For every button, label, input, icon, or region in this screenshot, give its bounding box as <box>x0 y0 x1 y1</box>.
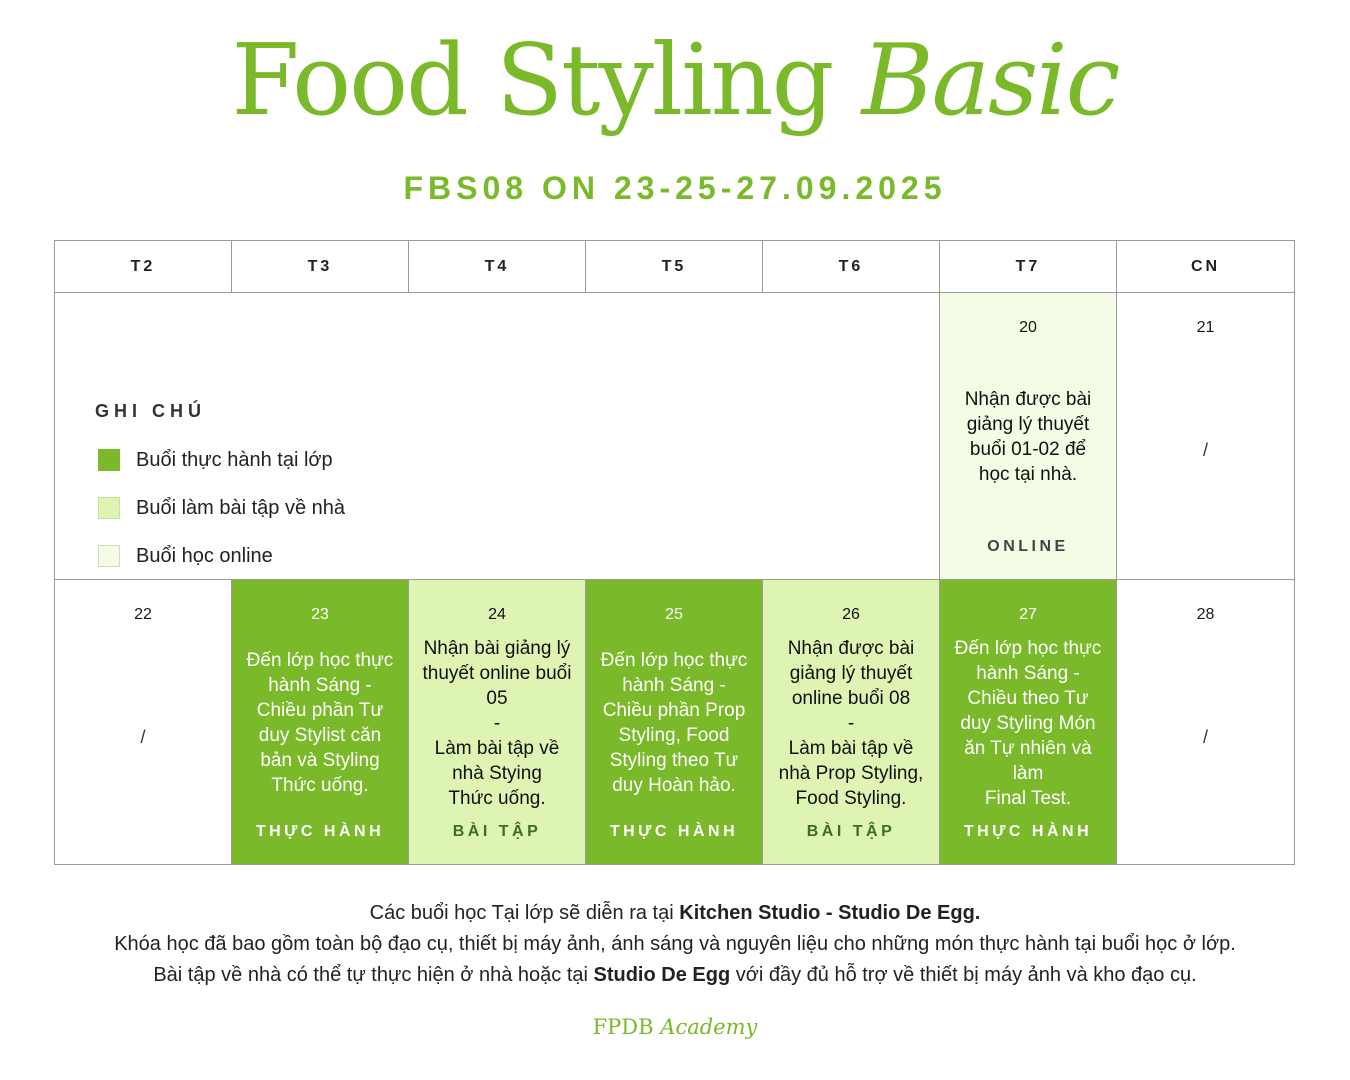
session-tag: BÀI TẬP <box>452 823 542 840</box>
footer-brand <box>0 1015 1350 1039</box>
weekday-header-cn: CN <box>1117 241 1295 293</box>
legend-item-homework <box>95 496 345 520</box>
legend-swatch-homework <box>98 497 120 519</box>
weekday-header-t2: T2 <box>55 241 232 293</box>
day-number: 21 <box>1196 319 1215 336</box>
note-text: Các buổi học Tại lớp sẽ diễn ra tại <box>369 902 680 924</box>
day-cell-25 <box>586 580 763 865</box>
notes <box>0 898 1350 991</box>
day-number: 24 <box>488 606 506 623</box>
weekday-header-t6: T6 <box>763 241 940 293</box>
legend-label-online: Buổi học online <box>136 544 273 567</box>
schedule-grid <box>54 240 1295 865</box>
day-cell-21 <box>1117 293 1295 580</box>
session-tag: BÀI TẬP <box>806 823 896 840</box>
day-number: 25 <box>665 606 683 623</box>
empty-slash: / <box>140 727 146 747</box>
title-italic: Basic <box>861 24 1119 138</box>
day-number: 28 <box>1196 606 1215 623</box>
weekday-header-t5: T5 <box>586 241 763 293</box>
page-title <box>0 24 1350 138</box>
legend-area <box>55 293 940 580</box>
note-line-1 <box>0 898 1350 929</box>
empty-slash: / <box>1202 727 1208 747</box>
legend-label-homework: Buổi làm bài tập về nhà <box>136 496 346 519</box>
day-description: Nhận được bài giảng lý thuyết online buổi 08 - Làm bài tập về nhà Prop Styling, Food Styling. <box>778 638 924 809</box>
day-description: Đến lớp học thực hành Sáng - Chiều phần Tư duy Stylist căn bản và Styling Thức uống. <box>246 650 394 796</box>
day-cell-26 <box>763 580 940 865</box>
note-text: với đầy đủ hỗ trợ về thiết bị máy ảnh và kho đạo cụ. <box>730 964 1197 986</box>
session-tag: THỰC HÀNH <box>255 823 385 840</box>
note-studio: Studio De Egg <box>593 964 731 986</box>
day-number: 27 <box>1019 606 1037 623</box>
day-description: Đến lớp học thực hành Sáng - Chiều phần Prop Styling, Food Styling theo Tư duy Hoàn hảo. <box>600 650 748 796</box>
day-cell-20 <box>940 293 1117 580</box>
session-tag: THỰC HÀNH <box>963 823 1093 840</box>
legend-item-online <box>95 544 345 568</box>
session-tag: THỰC HÀNH <box>609 823 739 840</box>
day-description: Nhận bài giảng lý thuyết online buổi 05 - Làm bài tập về nhà Stying Thức uống. <box>422 638 572 809</box>
day-number: 23 <box>311 606 329 623</box>
legend-item-practice <box>95 448 345 472</box>
day-cell-22 <box>55 580 232 865</box>
day-number: 20 <box>1019 319 1037 336</box>
title-main: Food Styling <box>231 24 833 138</box>
legend-label-practice: Buổi thực hành tại lớp <box>136 448 333 471</box>
day-number: 26 <box>842 606 860 623</box>
day-description: Nhận được bài giảng lý thuyết buổi 01-02 để học tại nhà. <box>964 389 1092 485</box>
footer-brand-name: FPDB <box>592 1015 654 1039</box>
weekday-header-t7: T7 <box>940 241 1117 293</box>
session-tag: ONLINE <box>987 538 1069 555</box>
day-cell-28 <box>1117 580 1295 865</box>
day-cell-23 <box>232 580 409 865</box>
day-number: 22 <box>134 606 152 623</box>
legend <box>95 401 345 592</box>
note-line-3 <box>0 960 1350 991</box>
note-line-2: Khóa học đã bao gồm toàn bộ đạo cụ, thiết bị máy ảnh, ánh sáng và nguyên liệu cho những món thực hành tại buổi học ở lớp. <box>114 933 1236 955</box>
legend-swatch-online <box>98 545 120 567</box>
legend-swatch-practice <box>98 449 120 471</box>
empty-slash: / <box>1202 440 1208 460</box>
note-location: Kitchen Studio - Studio De Egg. <box>679 902 981 924</box>
footer-brand-italic: Academy <box>660 1015 758 1039</box>
weekday-header-t3: T3 <box>232 241 409 293</box>
day-cell-27 <box>940 580 1117 865</box>
day-description: Đến lớp học thực hành Sáng - Chiều theo Tư duy Styling Món ăn Tự nhiên và làm Final Test. <box>954 638 1102 809</box>
legend-title: GHI CHÚ <box>95 401 206 421</box>
weekday-header-t4: T4 <box>409 241 586 293</box>
page-subtitle: FBS08 ON 23-25-27.09.2025 <box>403 170 947 206</box>
note-text: Bài tập về nhà có thể tự thực hiện ở nhà hoặc tại <box>153 964 594 986</box>
day-cell-24 <box>409 580 586 865</box>
